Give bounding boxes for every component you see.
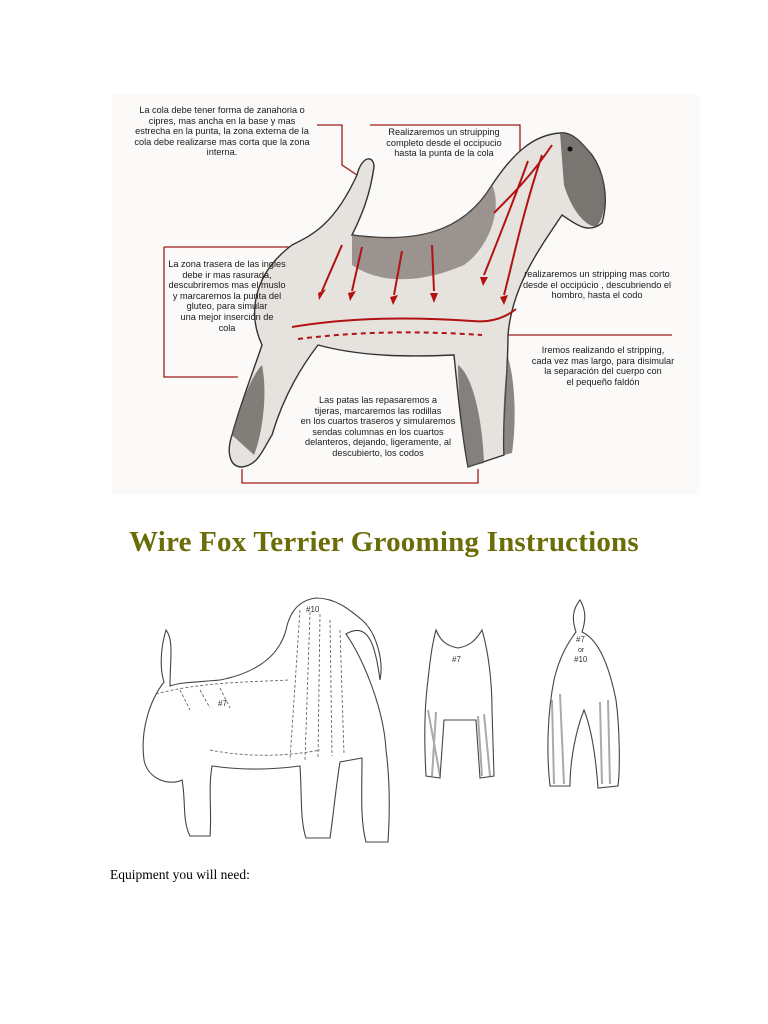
grooming-diagram-line-drawings (140, 590, 640, 860)
rear-label-10: #10 (574, 655, 588, 664)
legs-annotation: Las patas las repasaremos a tijeras, marcaremos las rodillas en los cuartos traseros y simularemos sendas columnas en los cuartos delanteros, dejando, ligeramente, al descubierto, los codos (300, 395, 456, 458)
page-title: Wire Fox Terrier Grooming Instructions (129, 526, 639, 558)
rear-label-7: #7 (576, 635, 585, 644)
tail-annotation: La cola debe tener forma de zanahoria o cipres, mas ancha en la base y mas estrecha en la punta, la zona externa de la cola debe realizarse mas corta que la zona interna. (134, 105, 310, 158)
equipment-heading: Equipment you will need: (110, 867, 250, 882)
tail-callout-line (317, 125, 360, 177)
side-view-outline (143, 598, 389, 842)
side-label-10: #10 (306, 605, 320, 614)
short-stripping-annotation: realizaremos un stripping mas corto desde el occipúcio , descubriendo el hombro, hasta el codo (522, 269, 672, 301)
full-stripping-annotation: Realizaremos un struipping completo desde el occipucio hasta la punta de la cola (386, 127, 502, 159)
front-view-outline (425, 630, 494, 778)
front-label-7: #7 (452, 655, 461, 664)
side-label-7: #7 (218, 699, 227, 708)
grooming-annotated-illustration (112, 95, 700, 495)
terrier-outline-diagrams (140, 590, 640, 860)
rear-zone-annotation: La zona trasera de las ingles debe ir mas rasurada, descubriremos mas el muslo y marcaremos la punta del gluteo, para simular una mejor inserción de cola (168, 259, 286, 333)
longer-stripping-annotation: Iremos realizando el stripping, cada vez mas largo, para disimular la separación del cuerpo con el pequeño faldón (531, 345, 675, 387)
rear-label-or: or (578, 647, 585, 654)
legs-bracket (242, 469, 478, 483)
